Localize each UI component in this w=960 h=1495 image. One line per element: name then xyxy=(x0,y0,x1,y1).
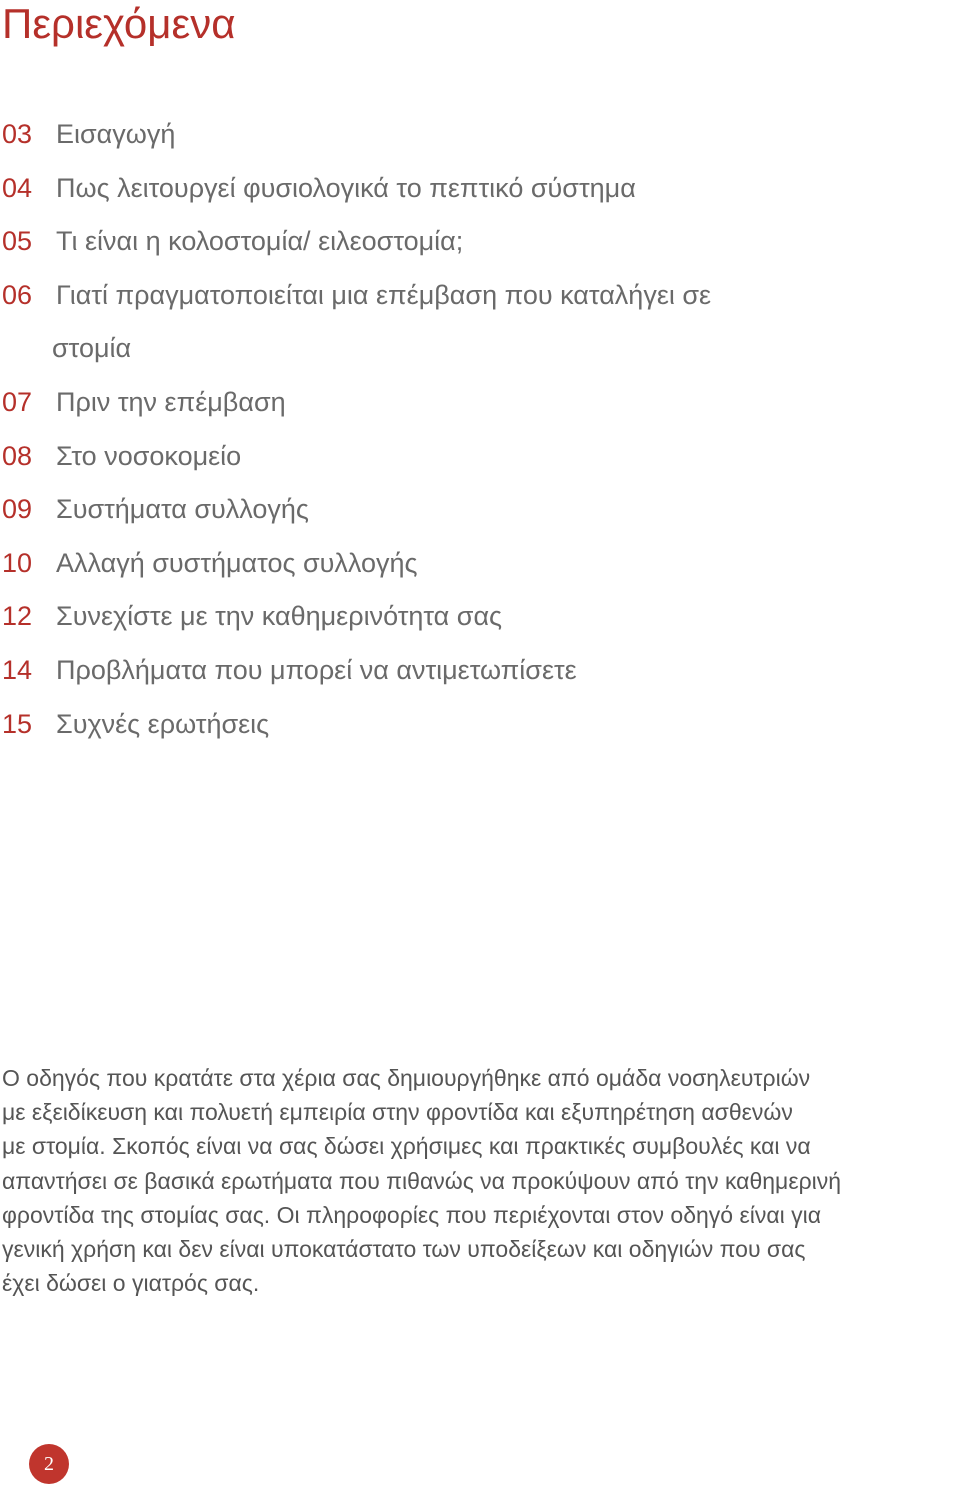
toc-page-number: 09 xyxy=(2,494,33,525)
toc-entry-title: Συχνές ερωτήσεις xyxy=(56,708,270,739)
intro-line: γενική χρήση και δεν είναι υποκατάστατο των υποδείξεων και οδηγιών που σας xyxy=(2,1236,806,1263)
toc-entry-03[interactable] xyxy=(0,108,960,162)
toc-entry-08[interactable] xyxy=(0,430,960,484)
toc-entry-05[interactable] xyxy=(0,215,960,269)
toc-page-number: 06 xyxy=(2,279,33,310)
toc-entry-06[interactable] xyxy=(0,269,960,323)
toc-page-number: 14 xyxy=(2,654,33,685)
toc-entry-04[interactable] xyxy=(0,162,960,216)
page-number-badge: 2 xyxy=(29,1444,69,1484)
toc-entry-title: Πως λειτουργεί φυσιολογικά το πεπτικό σύστημα xyxy=(56,172,636,203)
toc-entry-title: Γιατί πραγματοποιείται μια επέμβαση που καταλήγει σε xyxy=(56,279,712,310)
toc-entry-12[interactable] xyxy=(0,590,960,644)
toc-page-number: 04 xyxy=(2,172,33,203)
intro-line: απαντήσει σε βασικά ερωτήματα που πιθανώς να προκύψουν από την καθημερινή xyxy=(2,1167,842,1194)
toc-entry-title: Εισαγωγή xyxy=(56,119,176,149)
toc-page-number: 07 xyxy=(2,386,33,417)
toc-entry-title: Στο νοσοκομείο xyxy=(56,440,242,471)
toc-entry-06-continuation[interactable] xyxy=(0,322,960,376)
toc-entry-title: Προβλήματα που μπορεί να αντιμετωπίσετε xyxy=(56,654,577,685)
toc-entry-title: Αλλαγή συστήματος συλλογής xyxy=(56,547,418,578)
toc-entry-09[interactable] xyxy=(0,483,960,537)
intro-line: φροντίδα της στομίας σας. Οι πληροφορίες που περιέχονται στον οδηγό είναι για xyxy=(2,1201,822,1228)
intro-paragraph xyxy=(2,1061,960,1300)
toc-entry-15[interactable] xyxy=(0,698,960,752)
toc-page-number: 08 xyxy=(2,440,33,471)
intro-line: Ο οδηγός που κρατάτε στα χέρια σας δημιουργήθηκε από ομάδα νοσηλευτριών xyxy=(2,1065,811,1091)
intro-line: με στομία. Σκοπός είναι να σας δώσει χρήσιμες και πρακτικές συμβουλές και να xyxy=(2,1133,811,1160)
toc-entry-title: Συστήματα συλλογής xyxy=(56,494,309,525)
toc-page-number: 05 xyxy=(2,226,33,257)
toc-page-number: 15 xyxy=(2,708,33,739)
toc-page-number: 03 xyxy=(2,119,33,149)
toc-entry-title-continuation: στομία xyxy=(52,333,132,364)
toc-entry-title: Πριν την επέμβαση xyxy=(56,386,286,417)
toc-entry-title: Τι είναι η κολοστομία/ ειλεοστομία; xyxy=(56,226,464,257)
table-of-contents xyxy=(0,108,960,751)
intro-line: με εξειδίκευση και πολυετή εμπειρία στην φροντίδα και εξυπηρέτηση ασθενών xyxy=(2,1099,793,1126)
toc-entry-10[interactable] xyxy=(0,537,960,591)
intro-line: έχει δώσει ο γιατρός σας. xyxy=(2,1270,260,1297)
toc-entry-title: Συνεχίστε με την καθημερινότητα σας xyxy=(56,601,503,632)
toc-entry-14[interactable] xyxy=(0,644,960,698)
toc-page-number: 12 xyxy=(2,601,33,632)
toc-entry-07[interactable] xyxy=(0,376,960,430)
page-title: Περιεχόμενα xyxy=(2,0,236,47)
toc-page-number: 10 xyxy=(2,547,33,578)
